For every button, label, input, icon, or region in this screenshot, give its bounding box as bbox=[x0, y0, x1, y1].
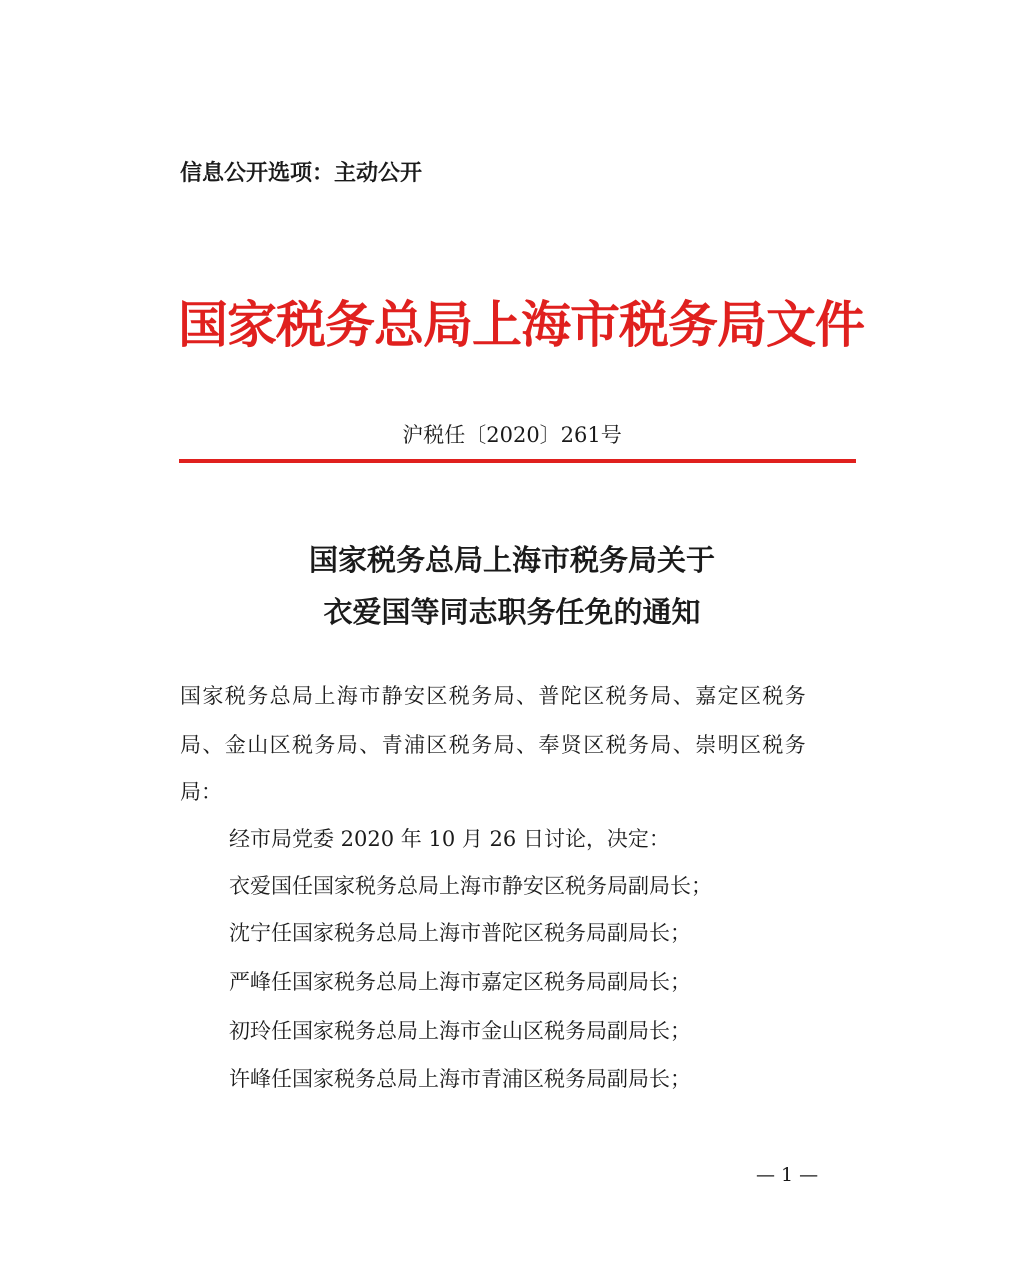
notice-title-line-1: 国家税务总局上海市税务局关于 bbox=[308, 543, 715, 577]
red-divider-line bbox=[179, 459, 856, 463]
notice-title-line-2: 衣爱国等同志职务任免的通知 bbox=[323, 595, 701, 629]
appointment-item: 沈宁任国家税务总局上海市普陀区税务局副局长； bbox=[229, 921, 691, 945]
appointment-item: 衣爱国任国家税务总局上海市静安区税务局副局长； bbox=[229, 874, 712, 898]
document-number: 沪税任〔2020〕261号 bbox=[402, 423, 622, 447]
appointment-item: 初玲任国家税务总局上海市金山区税务局副局长； bbox=[229, 1019, 691, 1043]
page-number: — 1 — bbox=[756, 1164, 819, 1186]
appointment-item: 严峰任国家税务总局上海市嘉定区税务局副局长； bbox=[229, 970, 691, 994]
decision-paragraph: 经市局党委 2020 年 10 月 26 日讨论，决定： bbox=[229, 827, 670, 851]
appointment-item: 许峰任国家税务总局上海市青浦区税务局副局长； bbox=[229, 1067, 691, 1091]
disclosure-option: 信息公开选项：主动公开 bbox=[180, 161, 423, 186]
issuer-title: 国家税务总局上海市税务局文件 bbox=[178, 295, 864, 354]
addressee-line-1: 国家税务总局上海市静安区税务局、普陀区税务局、嘉定区税务 bbox=[180, 684, 808, 708]
addressee-line-2: 局、金山区税务局、青浦区税务局、奉贤区税务局、崇明区税务 bbox=[180, 733, 808, 757]
addressee-line-3: 局： bbox=[180, 780, 222, 804]
